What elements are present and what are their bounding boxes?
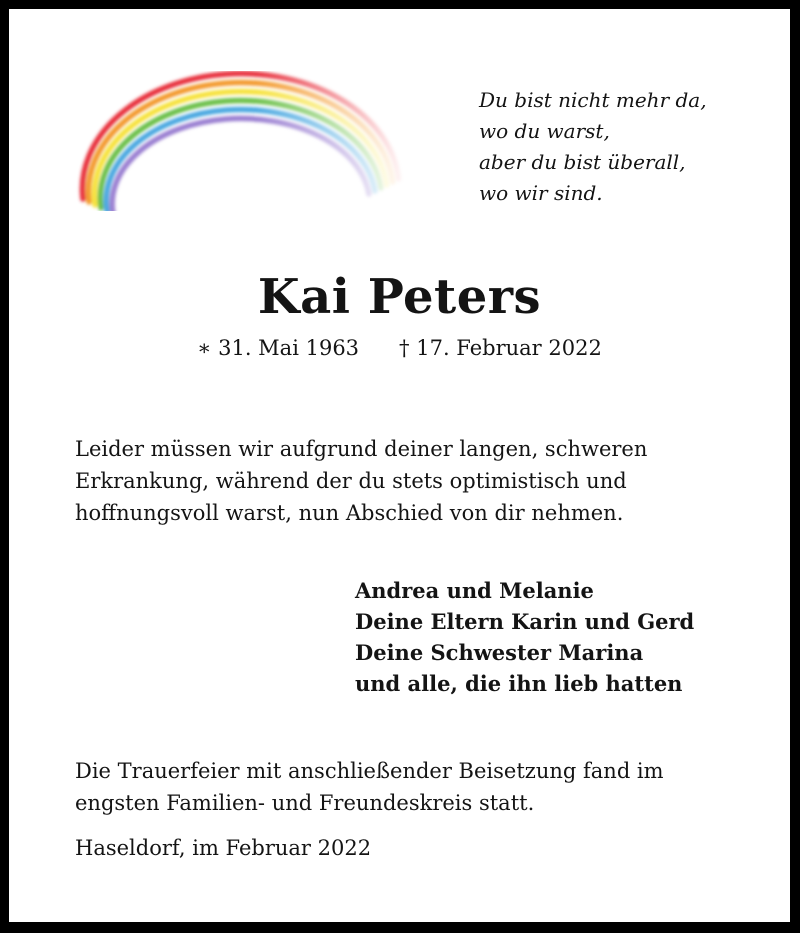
birth-date: ∗ 31. Mai 1963	[197, 336, 360, 360]
message-line: hoffnungsvoll warst, nun Abschied von dir nehmen.	[75, 501, 624, 525]
mourner-line: Deine Eltern Karin und Gerd	[355, 609, 695, 634]
quote-line: wo wir sind.	[479, 181, 603, 205]
ceremony-note	[75, 755, 664, 819]
death-date: † 17. Februar 2022	[399, 336, 602, 360]
message-line: Erkrankung, während der du stets optimistisch und	[75, 469, 627, 493]
mourner-line: Andrea und Melanie	[355, 578, 594, 603]
quote-line: Du bist nicht mehr da,	[479, 88, 707, 112]
quote-line: wo du warst,	[479, 119, 610, 143]
deceased-name: Kai Peters	[257, 269, 542, 325]
farewell-message	[75, 433, 647, 529]
message-line: Leider müssen wir aufgrund deiner langen, schweren	[75, 437, 648, 461]
memorial-quote	[479, 85, 707, 209]
mourner-line: und alle, die ihn lieb hatten	[355, 671, 683, 696]
ceremony-line: engsten Familien- und Freundeskreis statt.	[75, 791, 535, 815]
ceremony-line: Die Trauerfeier mit anschließender Beisetzung fand im	[75, 759, 664, 783]
place-and-date: Haseldorf, im Februar 2022	[75, 836, 372, 860]
life-dates	[9, 333, 790, 363]
obituary-notice	[9, 9, 790, 922]
mourner-line: Deine Schwester Marina	[355, 640, 644, 665]
rainbow-illustration	[69, 71, 409, 211]
quote-line: aber du bist überall,	[479, 150, 686, 174]
mourners-list	[355, 575, 694, 699]
